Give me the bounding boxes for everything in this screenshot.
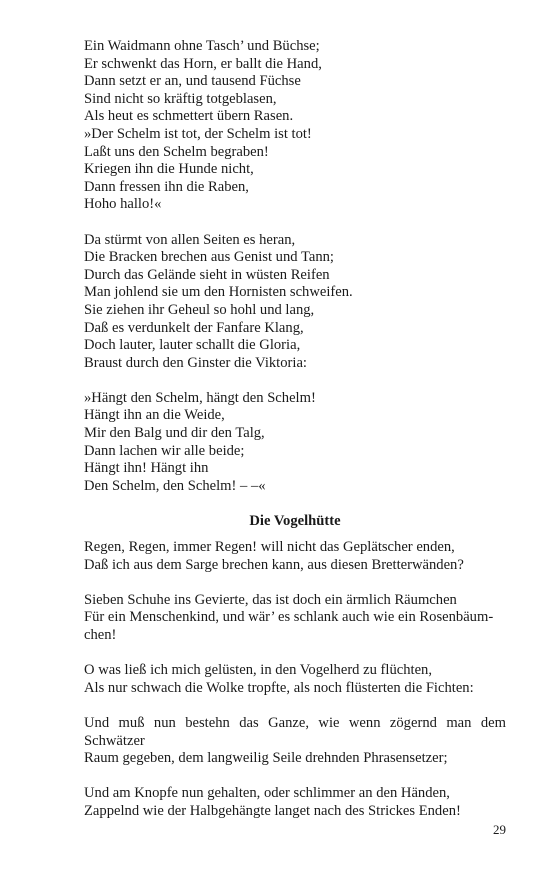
verse-line: Doch lauter, lauter schallt die Gloria, [84,337,301,354]
verse-line: »Hängt den Schelm, hängt den Schelm! [84,389,316,406]
verse-line: Dann fressen ihn die Raben, [84,178,249,195]
verse-line: Kriegen ihn die Hunde nicht, [84,161,254,178]
verse-line: Durch das Gelände sieht in wüsten Reifen [84,266,330,283]
page-number: 29 [493,822,506,837]
verse-line: Braust durch den Ginster die Viktoria: [84,354,307,371]
verse-line: Er schwenkt das Horn, er ballt die Hand, [84,55,322,72]
poem-vogelhuette [84,539,506,821]
verse-line: Für ein Menschenkind, und wär’ es schlank auch wie ein Rosenbäum- [84,609,494,626]
verse-line: Regen, Regen, immer Regen! will nicht das Geplätscher enden, [84,539,455,556]
page-body [84,38,506,838]
verse-line: Zappelnd wie der Halbgehängte langet nach des Strickes Enden! [84,802,461,819]
poem-title: Die Vogelhütte [249,513,341,530]
verse-line: Hoho hallo!« [84,196,162,213]
verse-line: Man johlend sie um den Hornisten schweifen. [84,284,353,301]
verse-line: Sieben Schuhe ins Gevierte, das ist doch ein ärmlich Räumchen [84,591,457,608]
verse-line: Den Schelm, den Schelm! – –« [84,477,266,494]
stanza [84,232,506,373]
verse-line: Die Bracken brechen aus Genist und Tann; [84,249,334,266]
verse-line: O was ließ ich mich gelüsten, in den Vogelherd zu flüchten, [84,662,433,679]
verse-line: Dann lachen wir alle beide; [84,442,245,459]
verse-line: Und muß nun bestehn das Ganze, wie wenn zögernd man dem [84,714,506,731]
poem-fragment [84,38,506,495]
verse-line: Sind nicht so kräftig totgeblasen, [84,90,277,107]
verse-line: Mir den Balg und dir den Talg, [84,425,265,442]
stanza [84,715,506,768]
stanza [84,539,506,574]
verse-line: Als nur schwach die Wolke tropfte, als noch flüsterten die Fichten: [84,679,474,696]
verse-line: Ein Waidmann ohne Tasch’ und Büchse; [84,38,320,54]
stanza [84,38,506,214]
verse-line: Daß ich aus dem Sarge brechen kann, aus diesen Bretterwänden? [84,556,464,573]
stanza [84,592,506,645]
verse-line: Laßt uns den Schelm begraben! [84,143,269,160]
stanza [84,785,506,820]
verse-line: Hängt ihn! Hängt ihn [84,460,209,477]
verse-line: chen! [84,627,117,643]
verse-line: Als heut es schmettert übern Rasen. [84,108,294,125]
stanza [84,662,506,697]
verse-line: Hängt ihn an die Weide, [84,407,225,424]
verse-line: Dann setzt er an, und tausend Füchse [84,73,301,90]
verse-line: Schwätzer [84,732,145,749]
verse-line: Sie ziehen ihr Geheul so hohl und lang, [84,301,315,318]
verse-line: Da stürmt von allen Seiten es heran, [84,231,296,248]
stanza [84,390,506,496]
verse-line: »Der Schelm ist tot, der Schelm ist tot! [84,125,312,142]
verse-line: Und am Knopfe nun gehalten, oder schlimmer an den Händen, [84,785,450,802]
verse-line: Daß es verdunkelt der Fanfare Klang, [84,319,304,336]
verse-line: Raum gegeben, dem langweilig Seile drehnden Phrasensetzer; [84,750,448,767]
